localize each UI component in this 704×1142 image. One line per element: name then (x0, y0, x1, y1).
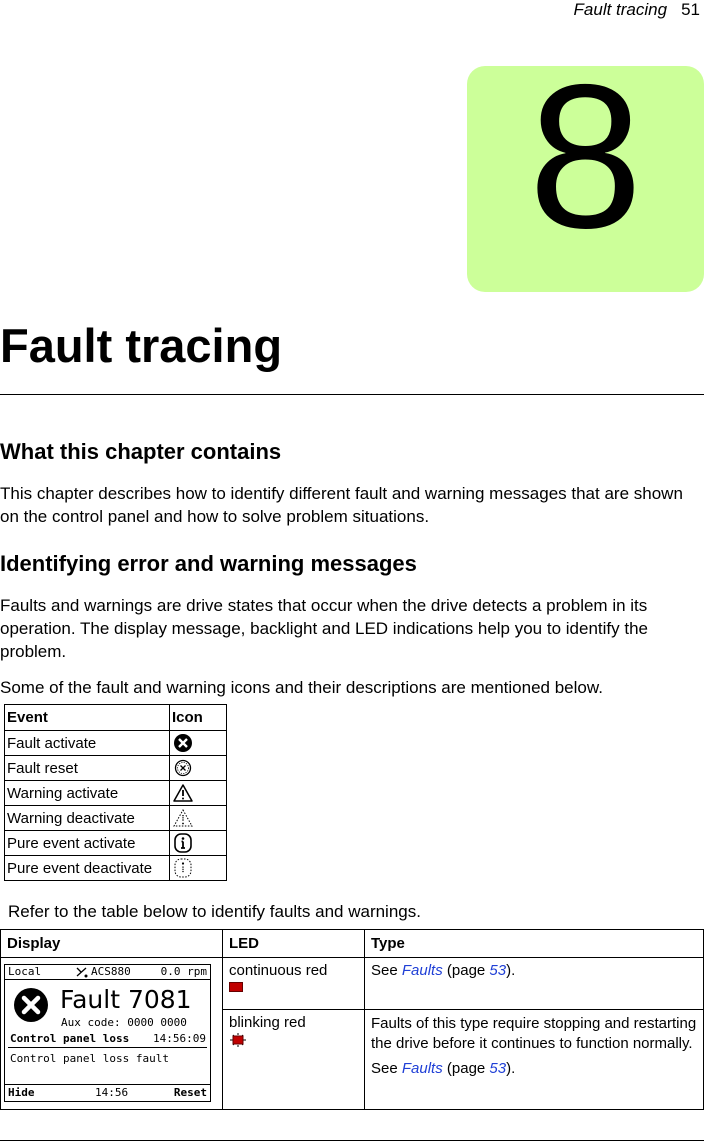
header-display: Display (1, 930, 223, 958)
type-cell (365, 958, 704, 1010)
type-see-line (371, 1060, 697, 1077)
chapter-tab (467, 42, 704, 292)
display-status-bar (5, 965, 210, 980)
display-mode: Local (8, 965, 42, 978)
header-event: Event (5, 705, 170, 731)
led-cell (223, 958, 365, 1010)
fault-activate-icon (172, 732, 194, 754)
table-row (5, 831, 227, 856)
type-text: (page (442, 962, 490, 979)
display-fault-desc: Control panel loss fault (10, 1052, 169, 1065)
event-icon-table (4, 704, 227, 881)
chapter-title: Fault tracing (0, 319, 283, 372)
fault-type-table (0, 929, 704, 1110)
table-row (5, 781, 227, 806)
page-number: 51 (681, 0, 700, 19)
led-continuous-red-icon (229, 982, 243, 992)
type-description: Faults of this type require stopping and restarting the drive before it continues to function normally. (371, 1015, 697, 1052)
display-fault-code: Fault 7081 (60, 985, 192, 1014)
page-header (574, 0, 700, 20)
warning-deactivate-icon (172, 807, 194, 829)
bottom-rule (0, 1140, 704, 1141)
fault-reset-icon (172, 757, 194, 779)
type-text: ). (506, 962, 516, 979)
display-divider (8, 1047, 207, 1048)
identifying-para-3: Refer to the table below to identify faults and warnings. (8, 902, 421, 921)
softkey-hide: Hide (8, 1086, 35, 1099)
event-label: Fault reset (5, 756, 170, 781)
fault-activate-icon (13, 987, 49, 1023)
event-table-header (5, 705, 227, 731)
page-link[interactable]: 53 (489, 1060, 507, 1077)
display-device: ACS880 (91, 965, 131, 978)
softkey-reset: Reset (173, 1086, 207, 1099)
table-row (5, 806, 227, 831)
pure-event-deactivate-icon (172, 857, 194, 879)
table-row (5, 856, 227, 881)
led-label: blinking red (229, 1014, 306, 1031)
type-cell (365, 1010, 704, 1110)
table-row (5, 756, 227, 781)
title-rule (0, 394, 704, 395)
display-speed: 0.0 rpm (160, 965, 207, 978)
chapter-number: 8 (528, 42, 643, 271)
table-row (1, 958, 704, 1010)
display-aux-code: Aux code: 0000 0000 (61, 1016, 187, 1029)
pure-event-activate-icon (172, 832, 194, 854)
event-label: Pure event activate (5, 831, 170, 856)
header-icon: Icon (170, 705, 227, 731)
event-label: Warning deactivate (5, 806, 170, 831)
event-label: Pure event deactivate (5, 856, 170, 881)
section-heading-contents: What this chapter contains (0, 439, 282, 464)
identifying-para-2: Some of the fault and warning icons and their descriptions are mentioned below. (0, 678, 603, 697)
header-type: Type (365, 930, 704, 958)
led-cell (223, 1010, 365, 1110)
running-title: Fault tracing (573, 0, 668, 19)
event-label: Fault activate (5, 731, 170, 756)
warning-activate-icon (172, 782, 194, 804)
faults-link[interactable]: Faults (401, 1060, 443, 1077)
table-row (5, 731, 227, 756)
fault-table-header (1, 930, 704, 958)
faults-link[interactable]: Faults (401, 962, 443, 979)
identifying-para-1: Faults and warnings are drive states that occur when the drive detects a problem in its operation. The display message, backlight and LED indications help you to identify the problem. (0, 596, 648, 661)
fault-link-icon (75, 966, 89, 978)
display-clock: 14:56 (95, 1086, 129, 1099)
type-text: ). (506, 1060, 516, 1077)
display-fault-name: Control panel loss (10, 1032, 130, 1045)
display-softkey-bar (5, 1084, 210, 1101)
display-cell (1, 958, 223, 1110)
type-text: See (371, 962, 402, 979)
display-fault-time: 14:56:09 (153, 1032, 206, 1045)
page-link[interactable]: 53 (489, 962, 507, 979)
event-label: Warning activate (5, 781, 170, 806)
control-panel-display (4, 964, 211, 1102)
type-text: (page (442, 1060, 490, 1077)
led-label: continuous red (229, 962, 328, 979)
type-text: See (371, 1060, 402, 1077)
section-text-contents: This chapter describes how to identify different fault and warning messages that are shown on the control panel and how to solve problem situations. (0, 484, 683, 526)
led-blinking-red-icon (229, 1033, 247, 1047)
section-heading-identifying: Identifying error and warning messages (0, 551, 417, 576)
header-led: LED (223, 930, 365, 958)
